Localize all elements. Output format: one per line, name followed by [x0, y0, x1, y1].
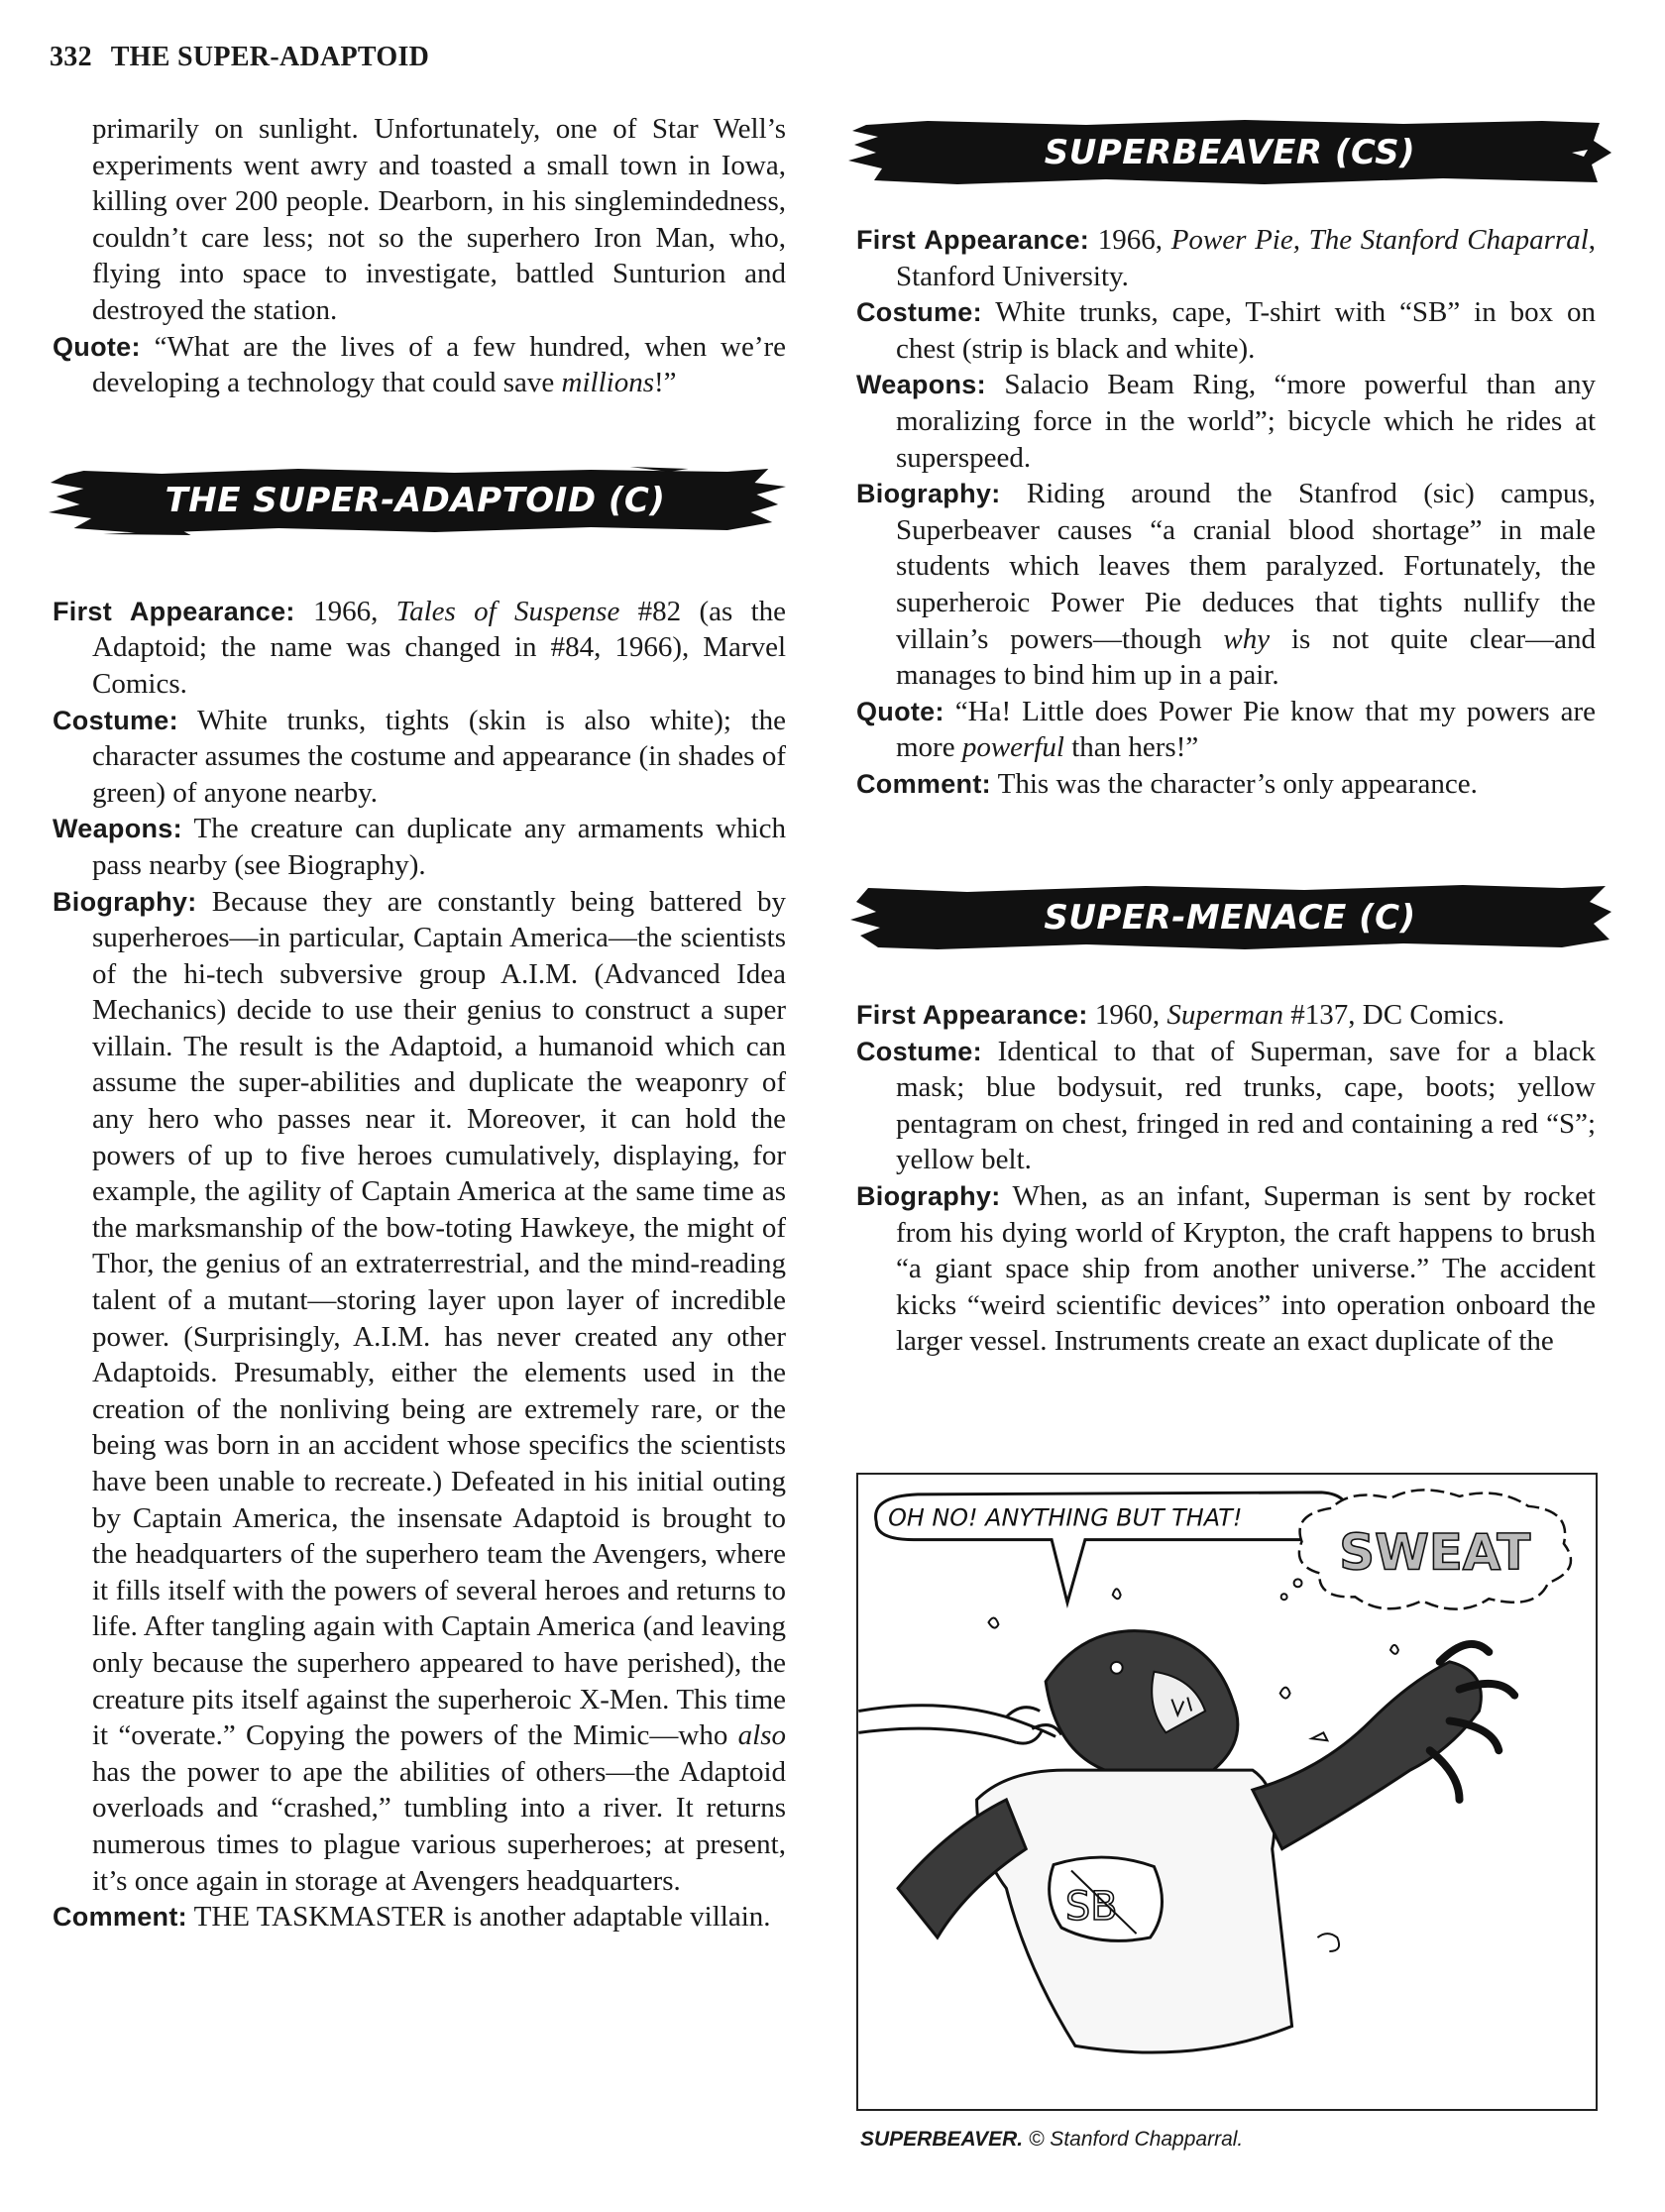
superbeaver-comic-panel	[856, 1473, 1598, 2111]
shirt-letters: SB	[1065, 1884, 1118, 1931]
adaptoid-weapons: Weapons: The creature can duplicate any armaments which pass nearby (see Biography).	[53, 813, 786, 881]
supermenace-banner	[848, 882, 1611, 953]
banner-title: SUPER-MENACE (C)	[1044, 898, 1416, 938]
adaptoid-biography: Biography: Because they are constantly being battered by superheroes—in particular, Captain America—the scientists of the hi-tech subversive group A.I.M. (Advanced Idea Mechanics) decide to use their genius to construct a super villain. The result is the Adaptoid, a humanoid which can assume the super-abilities and duplicate the weaponry of any hero who passes near it. Moreover, it can hold the powers of up to five heroes cumulatively, displaying, for example, the agility of Captain America at the same time as the marksmanship of the bow-toting Hawkeye, the might of Thor, the genius of an extraterrestrial, and the mind-reading talent of a mutant—storing layer upon layer of incredible power. (Surprisingly, A.I.M. has never created any other Adaptoids. Presumably, either the elements used in the creation of the nonliving being are extremely rare, or the being was born in an accident whose specifics the scientists have been unable to recreate.) Defeated in his initial outing by Captain America, the insensate Adaptoid is brought to the headquarters of the superhero team the Avengers, where it fills itself with the powers of several heroes and returns to life. After tangling again with Captain America (and leaving only because the superhero appeared to have perished), the creature pits itself against the superheroic X-Men. This time it “overate.” Copying the powers of the Mimic—who also has the power to ape the abilities of others—the Adaptoid overloads and “crashed,” tumbling into a river. It returns numerous times to plague various superheroes; at present, it’s once again in storage at Avengers headquarters.	[53, 885, 786, 1897]
running-head	[50, 42, 429, 73]
speech-text: OH NO! ANYTHING BUT THAT!	[888, 1503, 1243, 1532]
superbeaver-weapons: Weapons: Salacio Beam Ring, “more powerful than any moralizing force in the world”; bicycle which he rides at superspeed.	[856, 369, 1596, 474]
caption-credit: © Stanford Chapparral.	[1029, 2128, 1244, 2151]
supermenace-biography: Biography: When, as an infant, Superman is sent by rocket from his dying world of Krypton, the craft happens to brush “a giant space ship from another universe.” The accident kicks “weird scientific devices” into operation onboard the larger vessel. Instruments create an exact duplicate of the	[856, 1179, 1596, 1358]
adaptoid-first-appearance: First Appearance: 1966, Tales of Suspense #82 (as the Adaptoid; the name was changed in #84, 1966), Marvel Comics.	[53, 595, 787, 700]
adaptoid-costume: Costume: White trunks, tights (skin is also white); the character assumes the costume and appearance (in shades of green) of anyone nearby.	[53, 704, 786, 809]
banner-title: SUPERBEAVER (CS)	[1044, 133, 1416, 172]
superbeaver-biography: Biography: Riding around the Stanfrod (sic) campus, Superbeaver causes “a cranial blood shortage” in male students which leaves them paralyzed. Fortunately, the superheroic Power Pie deduces that tights nullify the villain’s powers—though why is not quite clear—and manages to bind him up in a pair.	[856, 478, 1596, 692]
entry-label: Quote:	[53, 331, 141, 362]
supermenace-entry	[856, 997, 1596, 1360]
beaver-figure	[898, 1631, 1514, 2052]
superbeaver-costume: Costume: White trunks, cape, T-shirt with “SB” in box on chest (strip is black and white).	[856, 296, 1596, 365]
superbeaver-first-appearance: First Appearance: 1966, Power Pie, The Stanford Chaparral, Stanford University.	[856, 224, 1597, 292]
banner-title: THE SUPER-ADAPTOID (C)	[165, 480, 666, 520]
comic-illustration	[858, 1475, 1596, 2109]
superbeaver-quote: Quote: “Ha! Little does Power Pie know that my powers are more powerful than hers!”	[856, 695, 1597, 764]
sunturion-quote: Quote: “What are the lives of a few hundred, when we’re developing a technology that could save millions!”	[53, 330, 787, 399]
caption-name: SUPERBEAVER.	[860, 2128, 1024, 2151]
carryover-paragraph: primarily on sunlight. Unfortunately, one of Star Well’s experiments went awry and toasted a small town in Iowa, killing over 200 people. Dearborn, in his singlemindedness, couldn’t care less; not so the superhero Iron Man, who, flying into space to investigate, battled Sunturion and destroyed the station.	[92, 113, 786, 326]
adaptoid-banner	[45, 465, 786, 536]
superbeaver-entry	[856, 222, 1596, 803]
supermenace-first-appearance: First Appearance: 1960, Superman #137, DC Comics.	[856, 999, 1505, 1031]
speech-bubble	[876, 1493, 1348, 1603]
supermenace-costume: Costume: Identical to that of Superman, save for a black mask; blue bodysuit, red trunks, cape, boots; yellow pentagram on chest, fringed in red and containing a red “S”; yellow belt.	[856, 1035, 1596, 1176]
thought-text: SWEAT	[1339, 1523, 1531, 1582]
superbeaver-banner	[848, 117, 1611, 188]
arm-left	[858, 1706, 1061, 1743]
adaptoid-comment: Comment: THE TASKMASTER is another adaptable villain.	[53, 1901, 771, 1934]
section-title: THE SUPER-ADAPTOID	[110, 42, 430, 72]
page-number: 332	[50, 42, 92, 72]
left-column	[53, 111, 786, 1936]
figure-caption	[860, 2128, 1243, 2152]
superbeaver-comment: Comment: This was the character’s only appearance.	[856, 767, 1478, 800]
